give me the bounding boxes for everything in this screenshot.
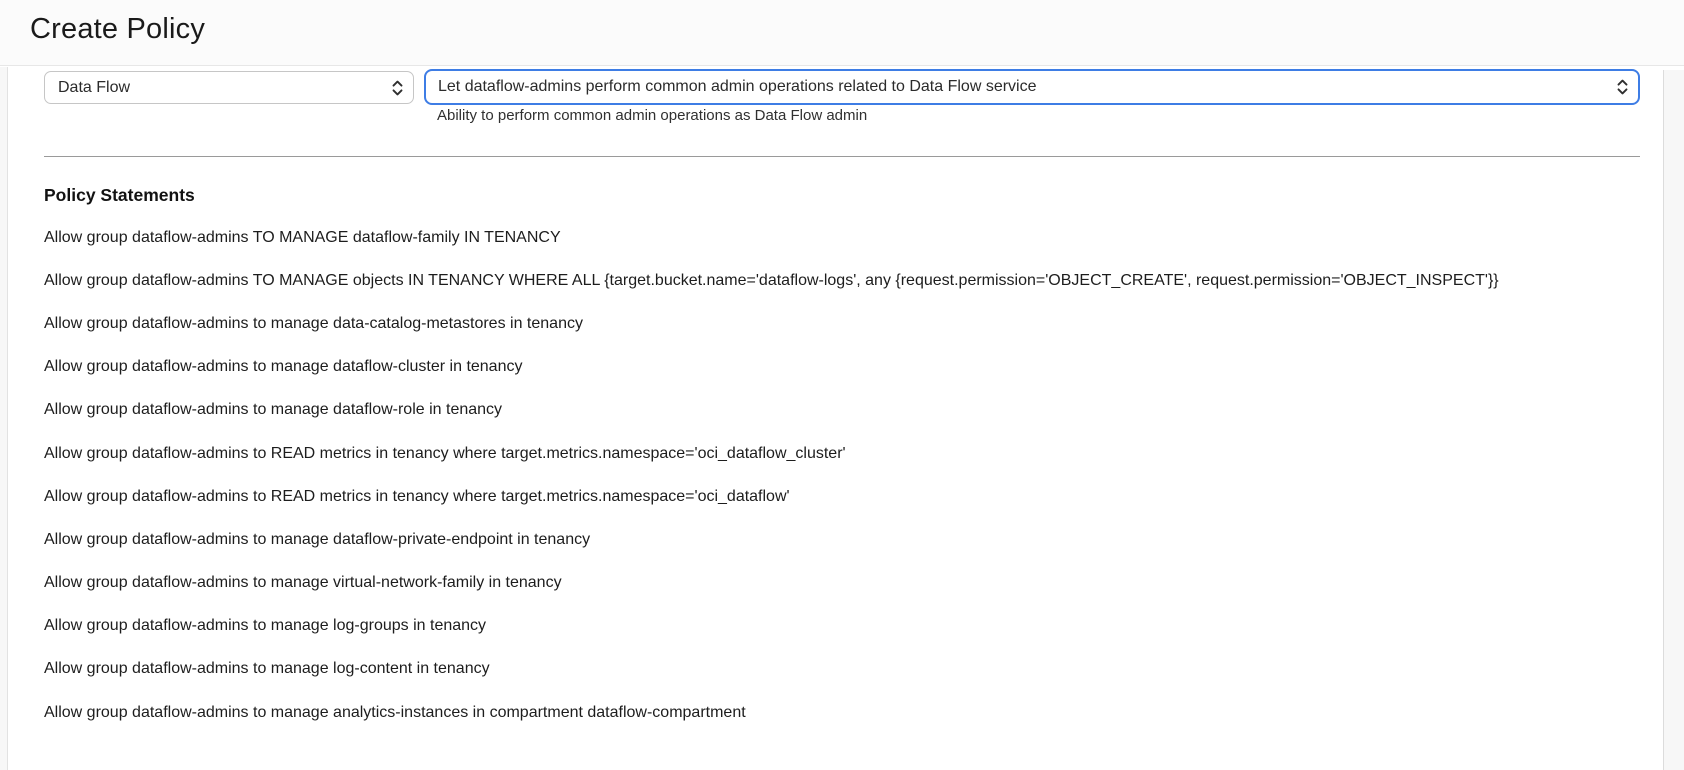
policy-template-select[interactable]	[424, 69, 1640, 105]
policy-statements-list	[44, 216, 1634, 734]
policy-statement: Allow group dataflow-admins to READ metrics in tenancy where target.metrics.namespace='oci_dataflow'	[44, 487, 790, 505]
policy-statement: Allow group dataflow-admins to READ metrics in tenancy where target.metrics.namespace='oci_dataflow_cluster'	[44, 444, 846, 462]
chevron-up-down-icon	[392, 79, 403, 97]
policy-statement: Allow group dataflow-admins to manage dataflow-role in tenancy	[44, 401, 503, 419]
policy-statement: Allow group dataflow-admins TO MANAGE objects IN TENANCY WHERE ALL {target.bucket.name='dataflow-logs', any {request.permission='OBJECT_CREATE', request.permission='OBJECT_INSPECT'}}	[44, 271, 1499, 289]
scrollbar-gutter-right	[1663, 70, 1684, 770]
page-gutter-left	[0, 67, 8, 770]
page-header	[0, 0, 1684, 66]
policy-template-select-value: Let dataflow-admins perform common admin operations related to Data Flow service	[438, 78, 1037, 95]
policy-statement: Allow group dataflow-admins to manage dataflow-private-endpoint in tenancy	[44, 530, 591, 548]
page-title: Create Policy	[30, 13, 206, 45]
template-description: Ability to perform common admin operations as Data Flow admin	[437, 107, 868, 124]
policy-statement: Allow group dataflow-admins to manage analytics-instances in compartment dataflow-compartment	[44, 703, 746, 721]
policy-statement: Allow group dataflow-admins to manage log-content in tenancy	[44, 660, 490, 678]
service-select[interactable]	[44, 71, 414, 104]
chevron-up-down-icon	[1617, 78, 1628, 96]
section-divider	[44, 156, 1640, 157]
policy-statement: Allow group dataflow-admins to manage data-catalog-metastores in tenancy	[44, 314, 583, 332]
policy-statement: Allow group dataflow-admins to manage virtual-network-family in tenancy	[44, 574, 562, 592]
policy-statements-heading: Policy Statements	[44, 185, 195, 205]
policy-statement: Allow group dataflow-admins to manage log-groups in tenancy	[44, 617, 487, 635]
service-select-value: Data Flow	[58, 78, 131, 96]
policy-statement: Allow group dataflow-admins TO MANAGE dataflow-family IN TENANCY	[44, 228, 561, 246]
policy-statement: Allow group dataflow-admins to manage dataflow-cluster in tenancy	[44, 358, 523, 376]
